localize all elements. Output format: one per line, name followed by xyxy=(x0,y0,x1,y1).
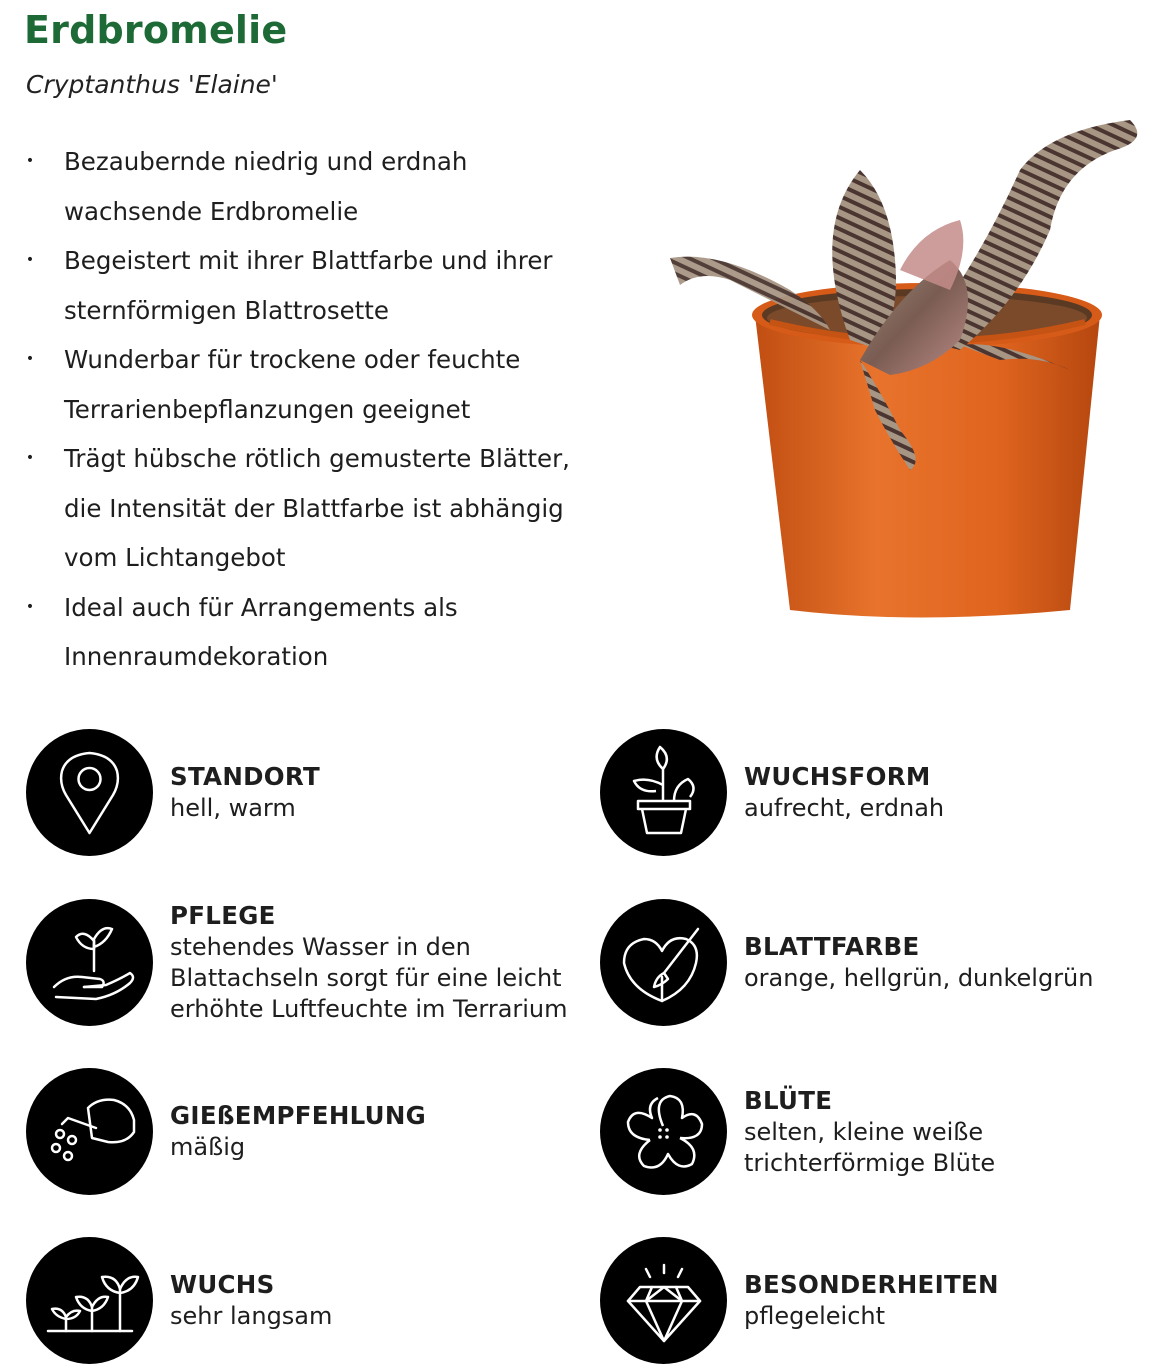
feature-value: aufrecht, erdnah xyxy=(744,794,945,822)
product-plant-image xyxy=(660,110,1160,630)
feature-label: WUCHSFORM xyxy=(744,762,931,791)
feature-value: pflegeleicht xyxy=(744,1302,886,1330)
bullet-item xyxy=(24,335,604,434)
feature-wuchsform xyxy=(600,729,1160,859)
bullet-dot: • xyxy=(25,153,35,169)
feature-value: sehr langsam xyxy=(170,1302,333,1330)
feature-besonderheiten xyxy=(600,1237,1160,1367)
feature-label: WUCHS xyxy=(170,1270,275,1299)
bullet-text: Ideal auch für Arrangements als Innenraumdekoration xyxy=(64,592,458,671)
bullet-item xyxy=(24,434,604,583)
location-pin-icon xyxy=(26,729,153,856)
flower-icon xyxy=(600,1068,727,1195)
feature-value: selten, kleine weiße trichterförmige Blüte xyxy=(744,1117,996,1177)
hand-seedling-icon xyxy=(26,899,153,1026)
bullet-dot: • xyxy=(25,252,35,268)
feature-value: orange, hellgrün, dunkelgrün xyxy=(744,964,1094,992)
feature-label: PFLEGE xyxy=(170,901,276,930)
bullet-item xyxy=(24,236,604,335)
bullet-dot: • xyxy=(25,351,35,367)
bullet-dot: • xyxy=(25,598,35,615)
feature-blattfarbe xyxy=(600,899,1160,1029)
growth-seedlings-icon xyxy=(26,1237,153,1364)
bullet-item xyxy=(24,583,604,682)
bullet-item xyxy=(24,137,604,236)
feature-bluete xyxy=(600,1068,1160,1198)
feature-label: BLATTFARBE xyxy=(744,932,920,961)
diamond-icon xyxy=(600,1237,727,1364)
bullet-text: Trägt hübsche rötlich gemusterte Blätter, die Intensität der Blattfarbe ist abhängig vom Lichtangebot xyxy=(64,444,570,572)
bullet-text: Begeistert mit ihrer Blattfarbe und ihrer sternförmigen Blattrosette xyxy=(64,246,553,325)
bullet-text: Bezaubernde niedrig und erdnah wachsende Erdbromelie xyxy=(64,147,468,226)
feature-label: STANDORT xyxy=(170,762,320,791)
feature-pflege xyxy=(26,899,586,1029)
feature-label: GIEßEMPFEHLUNG xyxy=(170,1101,427,1130)
potted-plant-icon xyxy=(600,729,727,856)
feature-label: BESONDERHEITEN xyxy=(744,1270,999,1299)
page-title: Erdbromelie xyxy=(24,8,288,52)
feature-standort xyxy=(26,729,586,859)
watering-can-icon xyxy=(26,1068,153,1195)
feature-giessempfehlung xyxy=(26,1068,586,1198)
bullet-dot: • xyxy=(25,450,35,466)
botanical-name: Cryptanthus 'Elaine' xyxy=(26,70,278,99)
feature-value: stehendes Wasser in den Blattachseln sorgt für eine leicht erhöhte Luftfeuchte im Terrarium xyxy=(170,933,568,1023)
leaf-brush-icon xyxy=(600,899,727,1026)
bullet-text: Wunderbar für trockene oder feuchte Terrarienbepflanzungen geeignet xyxy=(64,345,521,424)
feature-wuchs xyxy=(26,1237,586,1367)
feature-bullet-list xyxy=(24,137,604,682)
feature-value: hell, warm xyxy=(170,794,296,822)
feature-value: mäßig xyxy=(170,1133,246,1161)
feature-label: BLÜTE xyxy=(744,1085,833,1115)
